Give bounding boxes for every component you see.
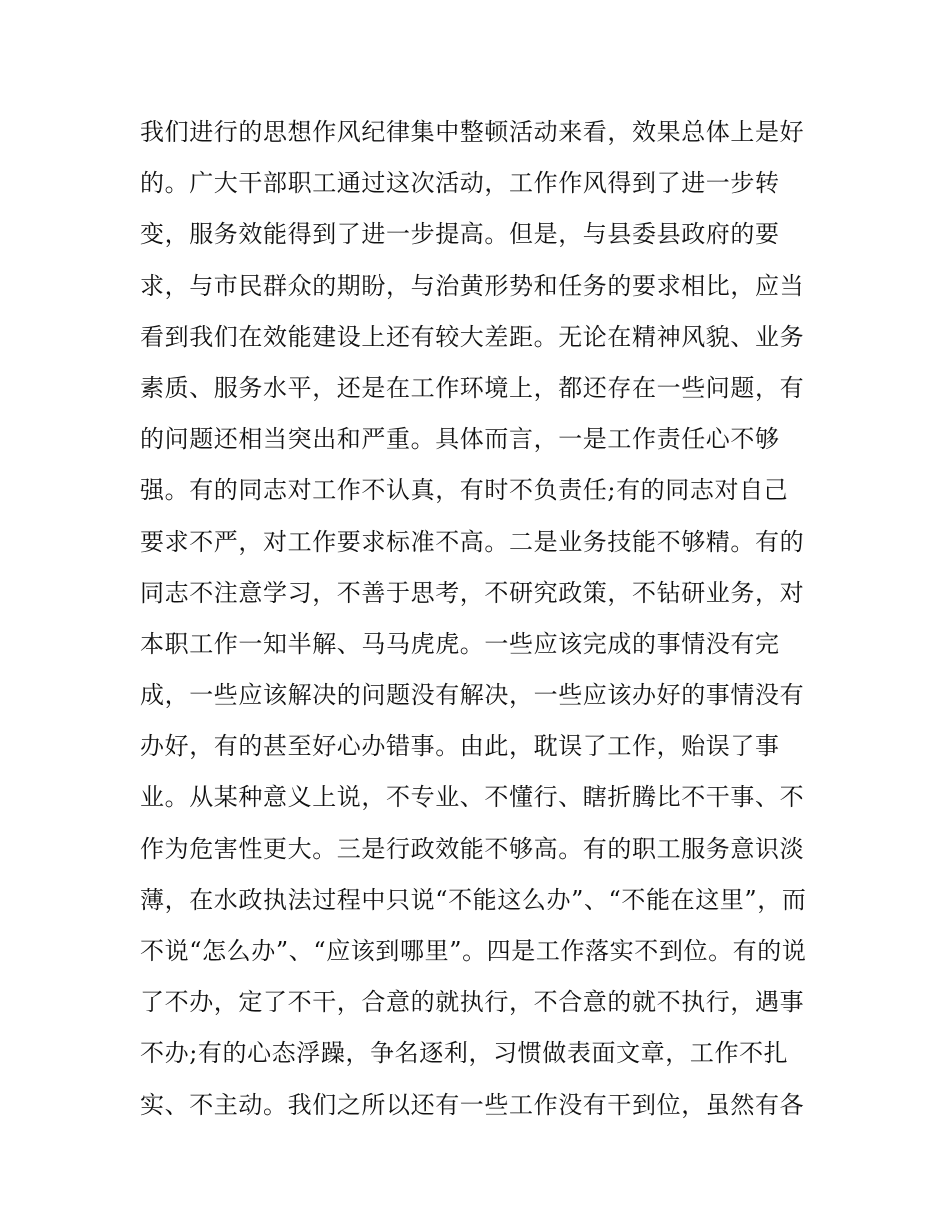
text-line: 不办;有的心态浮躁，争名逐利，习惯做表面文章，工作不扎 <box>140 1039 789 1068</box>
text-line: 成，一些应该解决的问题没有解决，一些应该办好的事情没有 <box>140 681 805 710</box>
text-line: 业。从某种意义上说，不专业、不懂行、瞎折腾比不干事、不 <box>140 783 805 812</box>
text-line: 不说“怎么办”、“应该到哪里”。四是工作落实不到位。有的说 <box>140 937 807 965</box>
text-line: 求，与市民群众的期盼，与治黄形势和任务的要求相比，应当 <box>140 271 805 300</box>
text-line: 了不办，定了不干，合意的就执行，不合意的就不执行，遇事 <box>140 988 805 1017</box>
text-line: 薄，在水政执法过程中只说“不能这么办”、“不能在这里”，而 <box>140 885 807 914</box>
body-text <box>140 112 830 1136</box>
text-line: 我们进行的思想作风纪律集中整顿活动来看，效果总体上是好 <box>140 118 805 146</box>
text-line: 本职工作一知半解、马马虎虎。一些应该完成的事情没有完 <box>140 629 780 658</box>
text-line: 实、不主动。我们之所以还有一些工作没有干到位，虽然有各 <box>140 1090 805 1119</box>
text-line: 要求不严，对工作要求标准不高。二是业务技能不够精。有的 <box>140 527 805 556</box>
text-line: 同志不注意学习，不善于思考，不研究政策，不钻研业务，对 <box>140 578 805 607</box>
text-line: 素质、服务水平，还是在工作环境上，都还存在一些问题，有 <box>140 373 805 402</box>
text-line: 看到我们在效能建设上还有较大差距。无论在精神风貌、业务 <box>140 322 805 351</box>
text-line: 办好，有的甚至好心办错事。由此，耽误了工作，贻误了事 <box>140 732 780 761</box>
text-line: 的问题还相当突出和严重。具体而言，一是工作责任心不够 <box>140 425 780 454</box>
text-line: 作为危害性更大。三是行政效能不够高。有的职工服务意识淡 <box>140 834 805 863</box>
text-line: 变，服务效能得到了进一步提高。但是，与县委县政府的要 <box>140 220 780 249</box>
text-line: 的。广大干部职工通过这次活动，工作作风得到了进一步转 <box>140 169 780 198</box>
text-line: 强。有的同志对工作不认真，有时不负责任;有的同志对自己 <box>140 476 789 505</box>
